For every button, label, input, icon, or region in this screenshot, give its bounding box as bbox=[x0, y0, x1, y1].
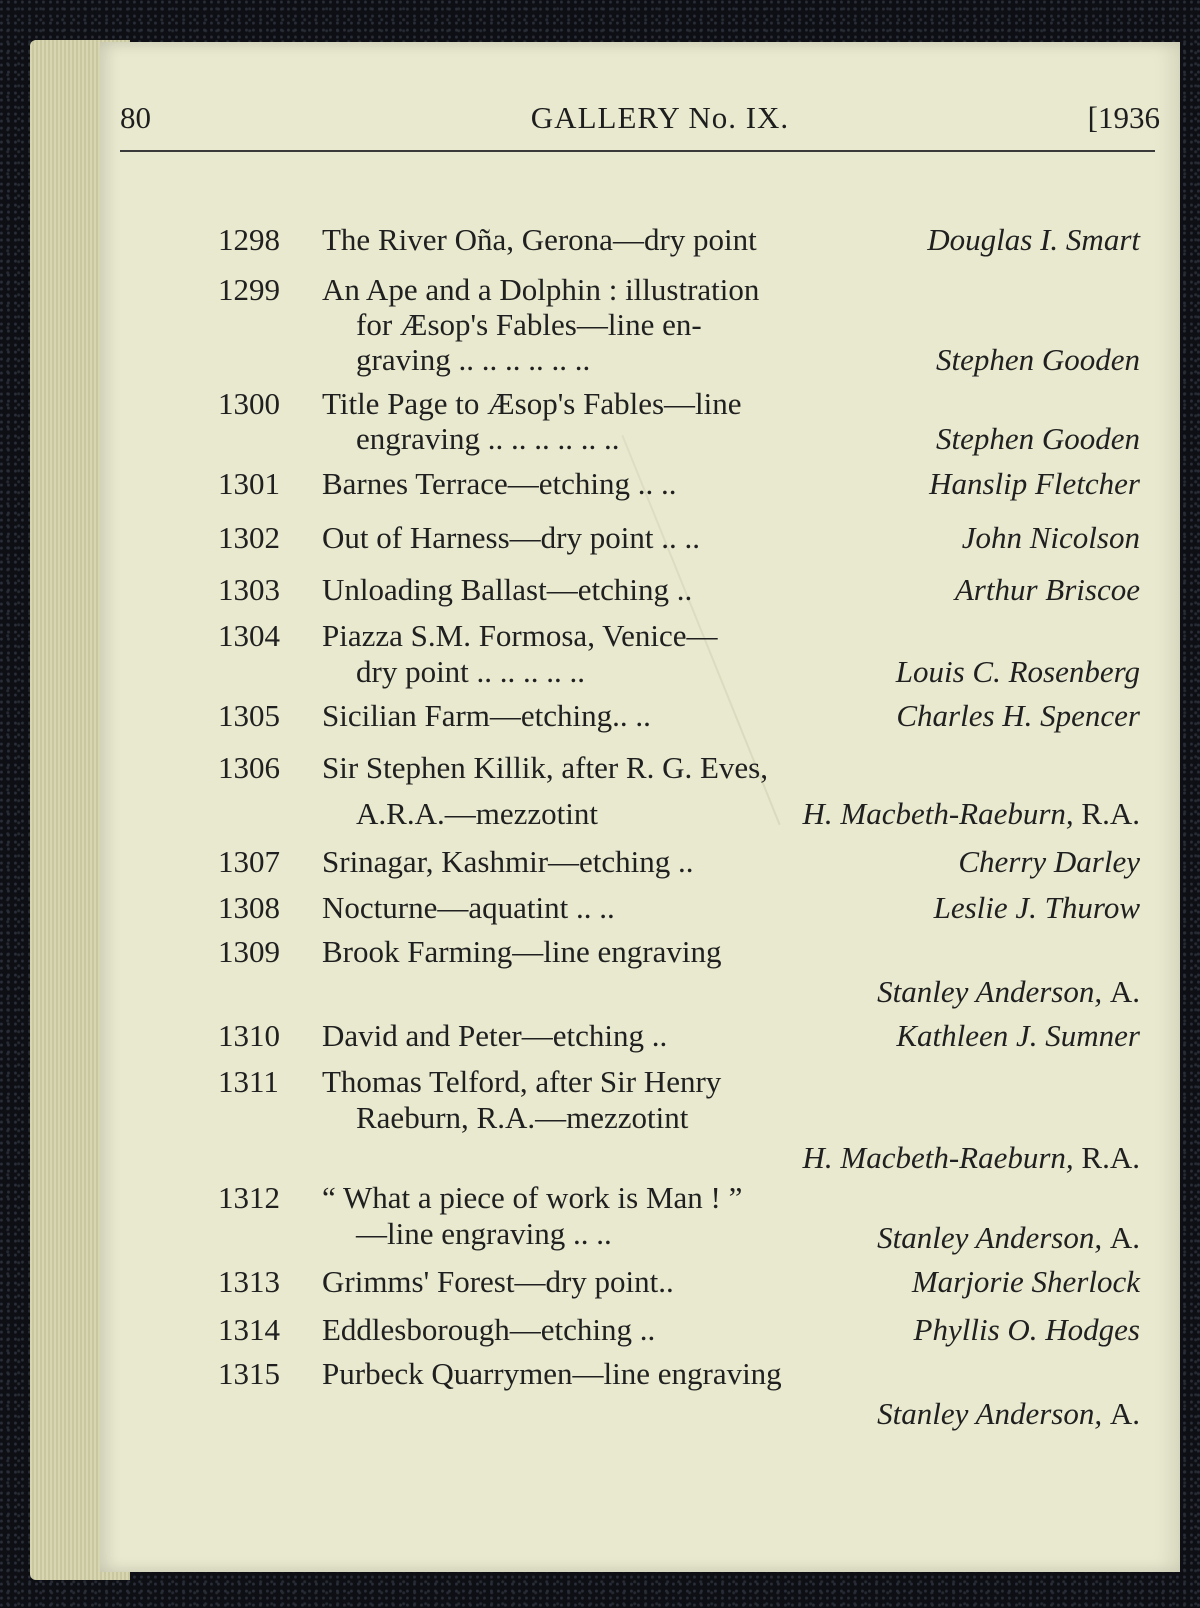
entry-title: Piazza S.M. Formosa, Venice— bbox=[322, 618, 718, 653]
entry-title: The River Oña, Gerona—dry point bbox=[322, 222, 757, 257]
entry-number: 1300 bbox=[218, 386, 280, 421]
entry-title-cont: graving .. .. .. .. .. .. bbox=[356, 342, 591, 377]
entry-number: 1312 bbox=[218, 1180, 280, 1215]
entry-number: 1303 bbox=[218, 572, 280, 607]
entry-title: Barnes Terrace—etching .. .. bbox=[322, 466, 677, 501]
entry-number: 1307 bbox=[218, 844, 280, 879]
entry-title: Purbeck Quarrymen—line engraving bbox=[322, 1356, 782, 1391]
entry-artist: John Nicolson bbox=[961, 520, 1140, 555]
entry-title: Title Page to Æsop's Fables—line bbox=[322, 386, 742, 421]
entry-artist: Douglas I. Smart bbox=[927, 222, 1140, 257]
entry-title: “ What a piece of work is Man ! ” bbox=[322, 1180, 743, 1215]
entry-artist-wrap bbox=[802, 796, 1140, 832]
entry-artist: Arthur Briscoe bbox=[954, 572, 1140, 607]
entry-number: 1314 bbox=[218, 1312, 280, 1347]
entry-title-cont: —line engraving .. .. bbox=[356, 1216, 612, 1251]
entry-artist: H. Macbeth-Raeburn, bbox=[802, 796, 1074, 831]
entry-artist-wrap bbox=[877, 1220, 1140, 1256]
entry-number: 1315 bbox=[218, 1356, 280, 1391]
entry-number: 1313 bbox=[218, 1264, 280, 1299]
entry-title: Eddlesborough—etching .. bbox=[322, 1312, 656, 1347]
entry-title: Out of Harness—dry point .. .. bbox=[322, 520, 700, 555]
entry-artist: H. Macbeth-Raeburn, bbox=[802, 1140, 1074, 1175]
entry-artist: Cherry Darley bbox=[958, 844, 1140, 879]
entry-number: 1305 bbox=[218, 698, 280, 733]
entry-title: Grimms' Forest—dry point.. bbox=[322, 1264, 674, 1299]
entry-artist-wrap bbox=[802, 1140, 1140, 1176]
entry-title: Sicilian Farm—etching.. .. bbox=[322, 698, 651, 733]
page-number: 80 bbox=[120, 100, 151, 135]
entry-artist: Stephen Gooden bbox=[935, 342, 1140, 377]
entry-artist: Phyllis O. Hodges bbox=[913, 1312, 1140, 1347]
entry-artist: Hanslip Fletcher bbox=[929, 466, 1140, 501]
entry-number: 1311 bbox=[218, 1064, 279, 1099]
entry-number: 1308 bbox=[218, 890, 280, 925]
entry-artist-suffix: R.A. bbox=[1081, 796, 1140, 831]
entry-artist-suffix: A. bbox=[1109, 1396, 1140, 1431]
entry-title-cont: dry point .. .. .. .. .. bbox=[356, 654, 586, 689]
entry-title: Unloading Ballast—etching .. bbox=[322, 572, 693, 607]
entry-title-cont: engraving .. .. .. .. .. .. bbox=[356, 421, 620, 456]
entry-number: 1299 bbox=[218, 272, 280, 307]
entry-artist: Leslie J. Thurow bbox=[933, 890, 1140, 925]
entry-artist: Stanley Anderson, bbox=[877, 1220, 1103, 1255]
entry-number: 1298 bbox=[218, 222, 280, 257]
entry-title-cont: A.R.A.—mezzotint bbox=[356, 796, 598, 831]
entry-artist-suffix: R.A. bbox=[1081, 1140, 1140, 1175]
entry-artist: Stanley Anderson, bbox=[877, 1396, 1103, 1431]
entry-artist: Stephen Gooden bbox=[935, 421, 1140, 456]
entry-artist: Louis C. Rosenberg bbox=[895, 654, 1140, 689]
entry-title: Brook Farming—line engraving bbox=[322, 934, 722, 969]
entry-artist-wrap bbox=[877, 1396, 1140, 1432]
entry-title: David and Peter—etching .. bbox=[322, 1018, 668, 1053]
entry-title: Thomas Telford, after Sir Henry bbox=[322, 1064, 722, 1099]
running-header bbox=[120, 100, 1160, 140]
entry-title: Sir Stephen Killik, after R. G. Eves, bbox=[322, 750, 768, 785]
entry-artist: Marjorie Sherlock bbox=[911, 1264, 1140, 1299]
entry-title-cont: Raeburn, R.A.—mezzotint bbox=[356, 1100, 689, 1135]
entry-artist: Kathleen J. Sumner bbox=[896, 1018, 1140, 1053]
entry-artist: Charles H. Spencer bbox=[896, 698, 1140, 733]
header-rule bbox=[120, 150, 1155, 152]
entry-title: An Ape and a Dolphin : illustration bbox=[322, 272, 760, 307]
entry-title: Nocturne—aquatint .. .. bbox=[322, 890, 615, 925]
entry-artist-suffix: A. bbox=[1109, 1220, 1140, 1255]
entry-number: 1301 bbox=[218, 466, 280, 501]
year-marker: [1936 bbox=[1087, 100, 1160, 135]
entry-title-cont: for Æsop's Fables—line en- bbox=[356, 307, 702, 342]
entry-title: Srinagar, Kashmir—etching .. bbox=[322, 844, 694, 879]
entry-number: 1302 bbox=[218, 520, 280, 555]
entry-number: 1306 bbox=[218, 750, 280, 785]
entry-artist: Stanley Anderson, bbox=[877, 974, 1103, 1009]
gallery-title: GALLERY No. IX. bbox=[530, 100, 790, 135]
entry-artist-suffix: A. bbox=[1109, 974, 1140, 1009]
entry-number: 1304 bbox=[218, 618, 280, 653]
entry-number: 1309 bbox=[218, 934, 280, 969]
entry-artist-wrap bbox=[877, 974, 1140, 1010]
entry-number: 1310 bbox=[218, 1018, 280, 1053]
